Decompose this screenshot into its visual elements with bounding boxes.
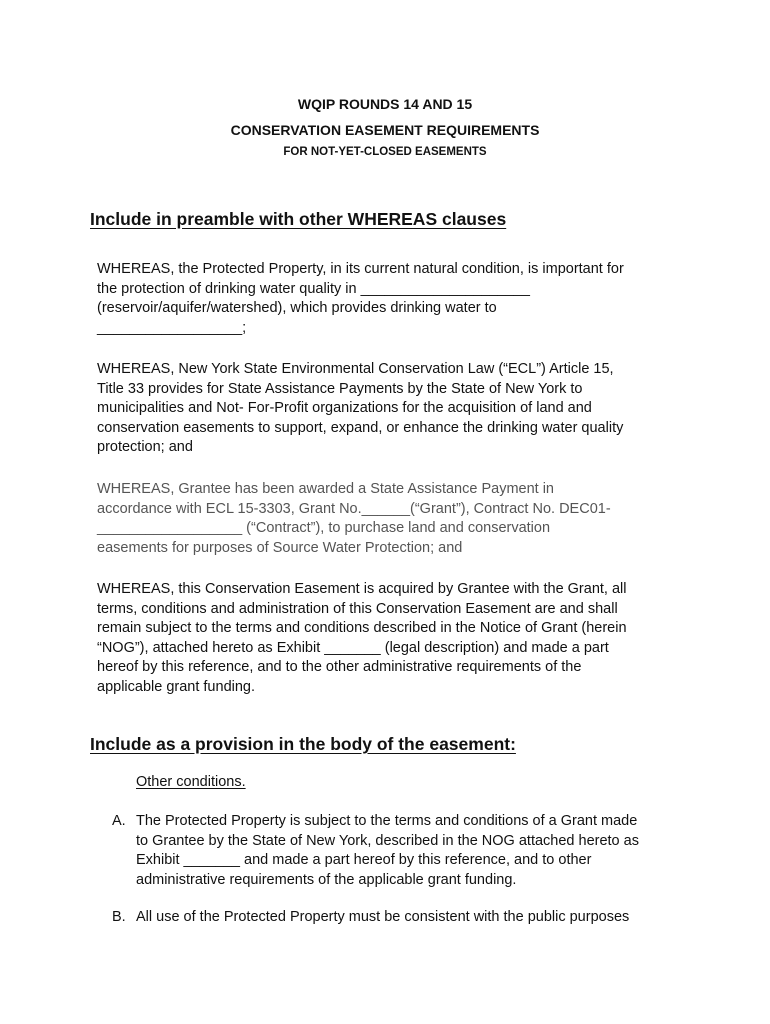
paragraph-line: All use of the Protected Property must be consistent with the public purposes [136,909,630,925]
paragraph-line: (reservoir/aquifer/watershed), which provides drinking water to [97,300,497,316]
list-item-body [136,908,676,928]
whereas-paragraph-4 [97,580,677,697]
paragraph-line: WHEREAS, the Protected Property, in its current natural condition, is important for [97,261,624,277]
paragraph-line: The Protected Property is subject to the terms and conditions of a Grant made [136,813,638,829]
list-marker: B. [112,909,126,925]
whereas-paragraph-2 [97,360,677,458]
paragraph-line: “NOG”), attached hereto as Exhibit _______ (legal description) and made a part [97,639,609,656]
paragraph-line: WHEREAS, New York State Environmental Conservation Law (“ECL”) Article 15, [97,361,614,377]
document-subtitle: CONSERVATION EASEMENT REQUIREMENTS [230,122,540,138]
paragraph-line: applicable grant funding. [97,678,256,695]
paragraph-line: __________________ (“Contract”), to purchase land and conservation [97,520,551,536]
paragraph-line: conservation easements to support, expand, or enhance the drinking water quality [97,419,624,436]
whereas-paragraph-3 [97,480,677,558]
paragraph-line: __________________; [97,319,247,336]
section-heading-provision: Include as a provision in the body of the easement: [90,734,516,754]
section-heading-preamble: Include in preamble with other WHEREAS clauses [90,209,507,229]
list-marker: A. [112,813,126,829]
paragraph-line: municipalities and Not- For-Profit organizations for the acquisition of land and [97,400,592,416]
paragraph-line: WHEREAS, Grantee has been awarded a State Assistance Payment in [97,481,554,497]
list-item-body [136,812,676,890]
paragraph-line: to Grantee by the State of New York, described in the NOG attached hereto as [136,832,639,849]
paragraph-line: Title 33 provides for State Assistance Payments by the State of New York to [97,380,583,397]
paragraph-line: Exhibit _______ and made a part hereof by this reference, and to other [136,852,592,868]
paragraph-line: hereof by this reference, and to the other administrative requirements of the [97,659,582,675]
paragraph-line: the protection of drinking water quality in _____________________ [97,280,530,297]
document-subtitle-small: FOR NOT-YET-CLOSED EASEMENTS [283,146,487,158]
document-title: WQIP ROUNDS 14 AND 15 [297,96,473,112]
paragraph-line: remain subject to the terms and conditions described in the Notice of Grant (herein [97,620,627,636]
paragraph-line: accordance with ECL 15-3303, Grant No.______(“Grant”), Contract No. DEC01- [97,500,611,517]
paragraph-line: administrative requirements of the applicable grant funding. [136,871,517,888]
paragraph-line: easements for purposes of Source Water Protection; and [97,539,463,556]
paragraph-line: protection; and [97,439,193,455]
paragraph-line: terms, conditions and administration of this Conservation Easement are and shall [97,600,618,617]
whereas-paragraph-1 [97,260,677,338]
subheading-other-conditions: Other conditions. [136,774,246,790]
paragraph-line: WHEREAS, this Conservation Easement is acquired by Grantee with the Grant, all [97,581,627,597]
